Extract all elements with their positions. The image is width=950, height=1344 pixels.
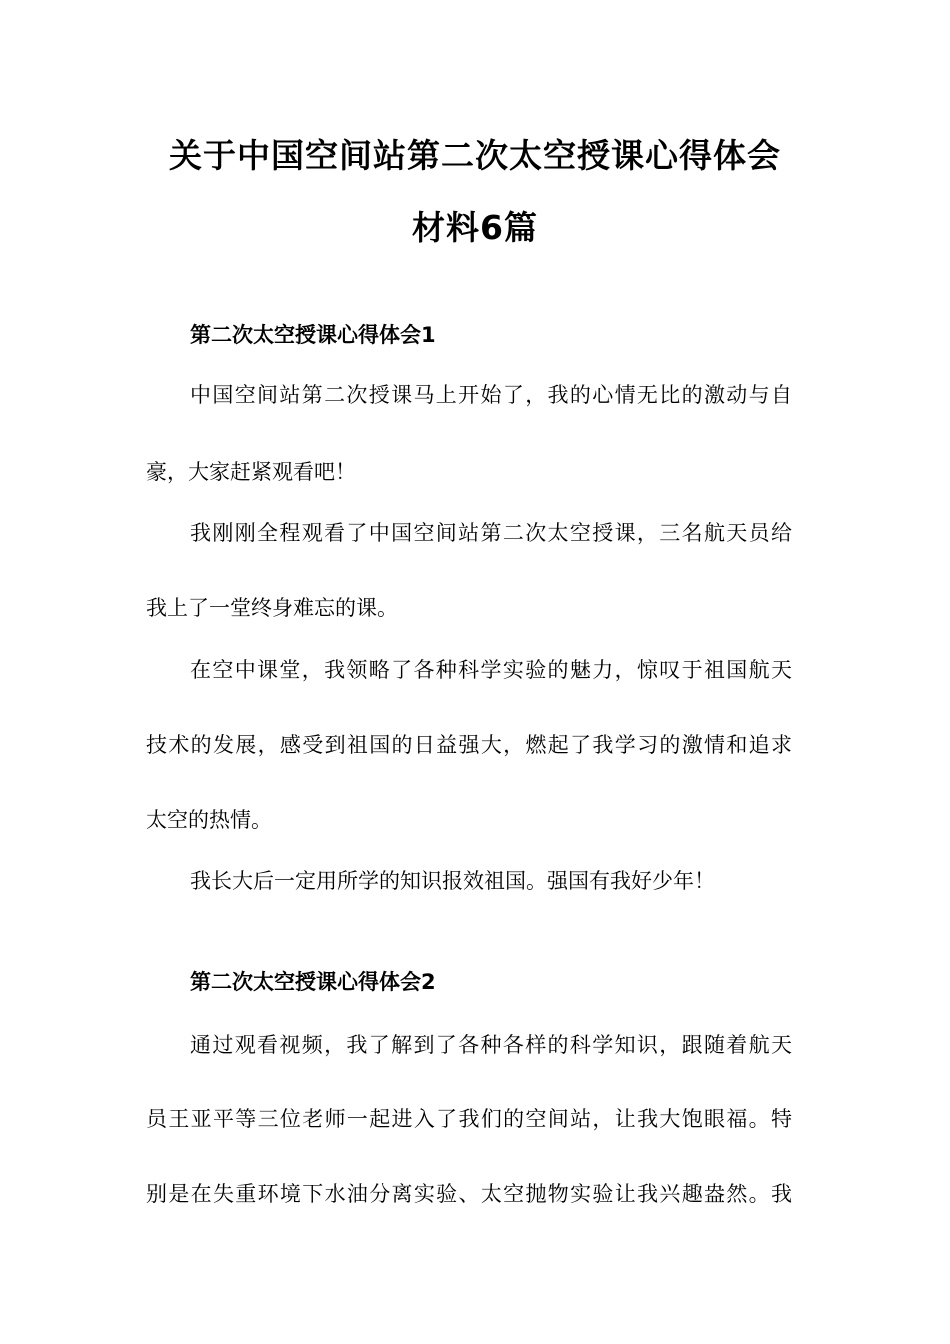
section-1-paragraph-3-line-2: 技术的发展，感受到祖国的日益强大，燃起了我学习的激情和追求 — [146, 733, 792, 757]
section-1-paragraph-3-line-3: 太空的热情。 — [146, 808, 272, 832]
section-2-heading: 第二次太空授课心得体会2 — [190, 970, 436, 994]
section-1-paragraph-1-line-1: 中国空间站第二次授课马上开始了，我的心情无比的激动与自 — [190, 383, 792, 407]
document-title-line-2: 材料6篇 — [412, 208, 538, 247]
section-1-paragraph-4-line-1: 我长大后一定用所学的知识报效祖国。强国有我好少年！ — [190, 869, 715, 893]
section-1-paragraph-2-line-1: 我刚刚全程观看了中国空间站第二次太空授课，三名航天员给 — [190, 521, 792, 545]
section-2-paragraph-1-line-1: 通过观看视频，我了解到了各种各样的科学知识，跟随着航天 — [190, 1033, 792, 1057]
section-2-paragraph-1-line-3: 别是在失重环境下水油分离实验、太空抛物实验让我兴趣盎然。我 — [146, 1182, 792, 1206]
document-title-line-1: 关于中国空间站第二次太空授课心得体会 — [169, 136, 781, 175]
section-2-paragraph-1-line-2: 员王亚平等三位老师一起进入了我们的空间站，让我大饱眼福。特 — [146, 1107, 792, 1131]
section-1-paragraph-3-line-1: 在空中课堂，我领略了各种科学实验的魅力，惊叹于祖国航天 — [190, 658, 792, 682]
section-1-heading: 第二次太空授课心得体会1 — [190, 323, 436, 347]
section-1-paragraph-1-line-2: 豪，大家赶紧观看吧！ — [146, 460, 356, 484]
section-1-paragraph-2-line-2: 我上了一堂终身难忘的课。 — [146, 596, 398, 620]
